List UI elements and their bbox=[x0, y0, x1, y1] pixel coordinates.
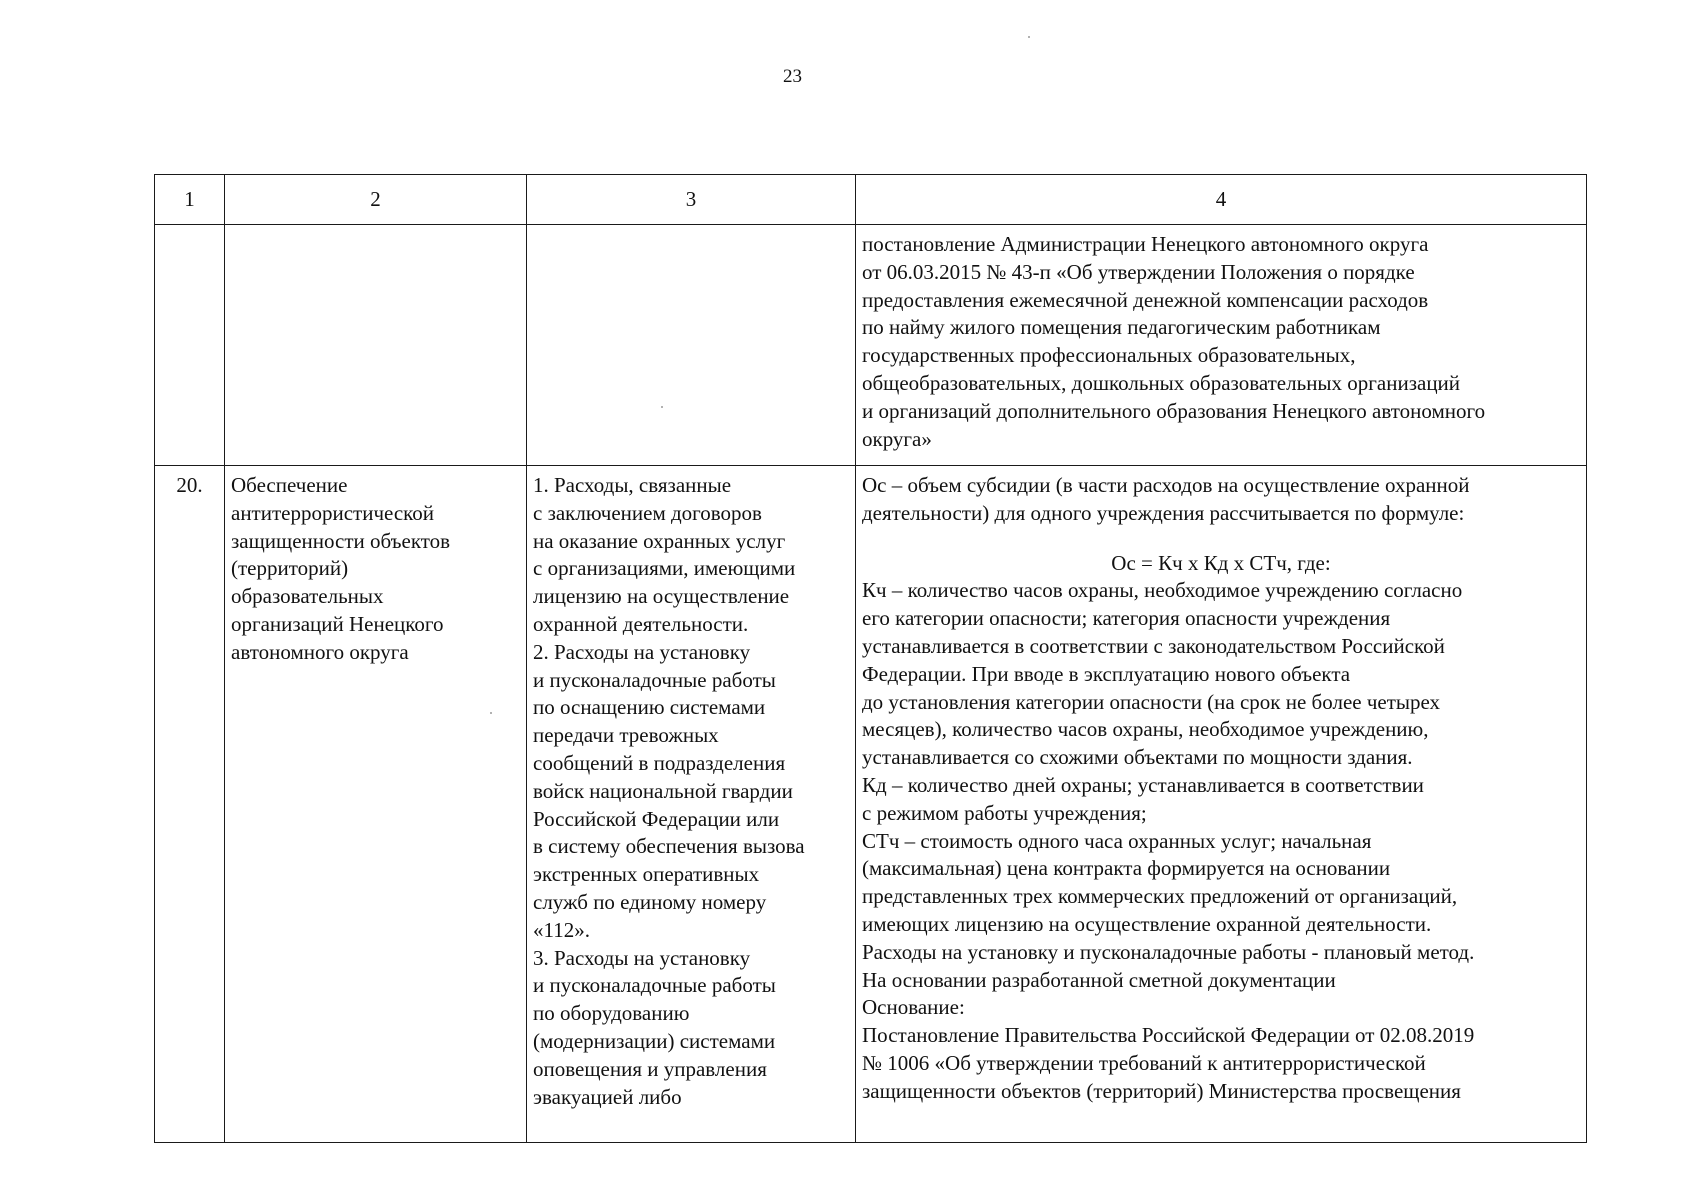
basis-intro bbox=[862, 472, 1580, 528]
text-line: в систему обеспечения вызова bbox=[533, 834, 805, 859]
table-header-row bbox=[155, 175, 1587, 225]
text-line: Обеспечение bbox=[231, 473, 348, 497]
text-line: антитеррористической bbox=[231, 500, 435, 525]
text-line: СТч – стоимость одного часа охранных услуг; начальная bbox=[862, 828, 1372, 853]
text-line: устанавливается со схожими объектами по мощности здания. bbox=[862, 745, 1413, 770]
text-line: образовательных bbox=[231, 584, 384, 609]
text-line: и организаций дополнительного образования Ненецкого автономного bbox=[862, 398, 1486, 423]
name-cell bbox=[225, 225, 527, 466]
text-line: «112». bbox=[533, 917, 590, 942]
expenses-cell bbox=[527, 225, 856, 466]
text-line: представленных трех коммерческих предложений от организаций, bbox=[862, 884, 1458, 909]
text-line: Ос – объем субсидии (в части расходов на осуществление охранной bbox=[862, 473, 1470, 497]
table-row bbox=[155, 225, 1587, 466]
document-table bbox=[154, 174, 1587, 1143]
text-line: оповещения и управления bbox=[533, 1056, 767, 1081]
text-line: организаций Ненецкого bbox=[231, 611, 444, 636]
text-line: 1. Расходы, связанные bbox=[533, 473, 732, 497]
scan-speck bbox=[1028, 36, 1030, 38]
text-line: устанавливается в соответствии с законодательством Российской bbox=[862, 633, 1445, 658]
scan-speck bbox=[490, 712, 492, 714]
page-number: 23 bbox=[783, 66, 802, 87]
text-line: войск национальной гвардии bbox=[533, 778, 793, 803]
basis-details bbox=[862, 577, 1580, 1105]
row-number-cell bbox=[155, 225, 225, 466]
text-line: с организациями, имеющими bbox=[533, 556, 796, 581]
expenses-text bbox=[527, 466, 855, 1111]
text-line: На основании разработанной сметной документации bbox=[862, 967, 1336, 992]
text-line: округа» bbox=[862, 426, 932, 451]
text-line: постановление Администрации Ненецкого автономного округа bbox=[862, 232, 1429, 256]
text-line: с режимом работы учреждения; bbox=[862, 800, 1147, 825]
text-line: № 1006 «Об утверждении требований к антитеррористической bbox=[862, 1050, 1426, 1075]
expenses-text bbox=[527, 225, 855, 231]
text-line: (территорий) bbox=[231, 556, 349, 581]
text-line: Федерации. При вводе в эксплуатацию нового объекта bbox=[862, 661, 1351, 686]
text-line: эвакуацией либо bbox=[533, 1084, 682, 1109]
text-line: и пусконаладочные работы bbox=[533, 667, 776, 692]
basis-cell bbox=[856, 225, 1587, 466]
basis-text bbox=[856, 466, 1586, 1106]
text-line: его категории опасности; категория опасности учреждения bbox=[862, 606, 1391, 631]
text-line: с заключением договоров bbox=[533, 500, 762, 525]
text-line: по найму жилого помещения педагогическим работникам bbox=[862, 315, 1381, 340]
text-line: и пусконаладочные работы bbox=[533, 973, 776, 998]
header-cell-1: 1 bbox=[155, 175, 225, 225]
text-line: до установления категории опасности (на срок не более четырех bbox=[862, 689, 1441, 714]
header-cell-4: 4 bbox=[856, 175, 1587, 225]
text-line: передачи тревожных bbox=[533, 723, 719, 748]
row-number-cell bbox=[155, 466, 225, 1143]
header-cell-2: 2 bbox=[225, 175, 527, 225]
name-text bbox=[225, 225, 526, 231]
scan-speck bbox=[661, 406, 663, 408]
expenses-cell bbox=[527, 466, 856, 1143]
text-line: экстренных оперативных bbox=[533, 862, 760, 887]
text-line: защищенности объектов (территорий) Министерства просвещения bbox=[862, 1078, 1461, 1103]
text-line: Основание: bbox=[862, 995, 965, 1020]
text-line: лицензию на осуществление bbox=[533, 584, 790, 609]
text-line: 2. Расходы на установку bbox=[533, 639, 751, 664]
table-row bbox=[155, 466, 1587, 1143]
text-line: деятельности) для одного учреждения рассчитывается по формуле: bbox=[862, 500, 1465, 525]
text-line: (модернизации) системами bbox=[533, 1028, 776, 1053]
text-line: (максимальная) цена контракта формируется на основании bbox=[862, 856, 1391, 881]
text-line: месяцев), количество часов охраны, необходимое учреждению, bbox=[862, 717, 1429, 742]
basis-text bbox=[856, 225, 1586, 453]
text-line: предоставления ежемесячной денежной компенсации расходов bbox=[862, 287, 1429, 312]
row-number: 20. bbox=[176, 473, 203, 497]
text-line: по оборудованию bbox=[533, 1001, 690, 1026]
text-line: сообщений в подразделения bbox=[533, 750, 786, 775]
text-line: Кд – количество дней охраны; устанавливается в соответствии bbox=[862, 772, 1424, 797]
text-line: 3. Расходы на установку bbox=[533, 945, 751, 970]
text-line: имеющих лицензию на осуществление охранной деятельности. bbox=[862, 911, 1432, 936]
text-line: Кч – количество часов охраны, необходимое учреждению согласно bbox=[862, 578, 1463, 603]
text-line: охранной деятельности. bbox=[533, 611, 749, 636]
text-line: государственных профессиональных образовательных, bbox=[862, 343, 1356, 368]
text-line: Расходы на установку и пусконаладочные работы - плановый метод. bbox=[862, 939, 1475, 964]
text-line: общеобразовательных, дошкольных образовательных организаций bbox=[862, 370, 1461, 395]
basis-cell bbox=[856, 466, 1587, 1143]
name-cell bbox=[225, 466, 527, 1143]
text-line: по оснащению системами bbox=[533, 695, 766, 720]
row-number bbox=[155, 225, 224, 231]
text-line: на оказание охранных услуг bbox=[533, 528, 786, 553]
text-line: Российской Федерации или bbox=[533, 806, 780, 831]
formula: Ос = Кч х Кд х СТч, где: bbox=[1111, 550, 1331, 575]
text-line: Постановление Правительства Российской Федерации от 02.08.2019 bbox=[862, 1023, 1475, 1048]
text-line: автономного округа bbox=[231, 639, 409, 664]
header-cell-3: 3 bbox=[527, 175, 856, 225]
text-line: служб по единому номеру bbox=[533, 889, 767, 914]
text-line: защищенности объектов bbox=[231, 528, 451, 553]
text-line: от 06.03.2015 № 43-п «Об утверждении Положения о порядке bbox=[862, 259, 1415, 284]
name-text bbox=[225, 466, 526, 667]
